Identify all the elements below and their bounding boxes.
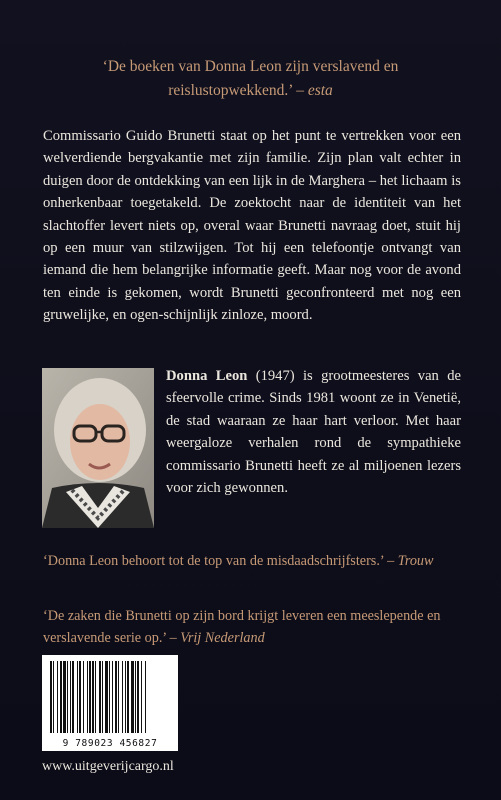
book-blurb: Commissario Guido Brunetti staat op het punt te vertrekken voor een welverdiende bergvakantie met zijn familie. Zijn plan valt echter in duigen door de ontdekking van een lijk in de Marghera – het lichaam is onherkenbaar toegetakeld. De zoektocht naar de identiteit van het slachtoffer levert niets op, overal waar Brunetti navraag doet, stuit hij op een muur van stilzwijgen. Tot hij een telefoontje ontvangt van iemand die hem belangrijke informatie geeft. Maar nog voor de avond ten einde is gekomen, wordt Brunetti geconfronteerd met nog een gruwelijke, en ogen-schijnlijk zinloze, moord. bbox=[43, 128, 461, 324]
review-text: ‘Donna Leon behoort tot de top van de misdaadschrijfsters.’ – bbox=[43, 553, 395, 569]
author-name: Donna Leon bbox=[166, 368, 248, 384]
author-portrait-image bbox=[42, 368, 154, 528]
top-quote-source: esta bbox=[307, 82, 333, 99]
review-quote bbox=[43, 550, 461, 572]
review-text: ‘De zaken die Brunetti op zijn bord krijgt leveren een meeslepende en verslavende serie op.’ – bbox=[43, 608, 441, 646]
barcode-bars bbox=[42, 655, 178, 737]
top-quote-text: ‘De boeken van Donna Leon zijn verslavend en reislustopwekkend.’ – bbox=[102, 58, 399, 99]
author-bio-text: (1947) is grootmeesteres van de sfeervolle crime. Sinds 1981 woont ze in Venetië, de stad waaraan ze haar hart verloor. Met haar weergaloze verhalen rond de sympathieke commissario Brunetti heeft ze al miljoenen lezers voor zich gewonnen. bbox=[166, 368, 461, 497]
publisher-website: www.uitgeverijcargo.nl bbox=[42, 759, 174, 774]
isbn-barcode bbox=[42, 655, 178, 751]
review-quote bbox=[43, 605, 461, 649]
review-source: Vrij Nederland bbox=[180, 630, 265, 646]
review-source: Trouw bbox=[397, 553, 434, 569]
author-bio bbox=[166, 365, 461, 499]
top-quote bbox=[40, 55, 461, 103]
barcode-number: 9 789023 456827 bbox=[62, 738, 158, 749]
author-photo bbox=[42, 368, 154, 528]
